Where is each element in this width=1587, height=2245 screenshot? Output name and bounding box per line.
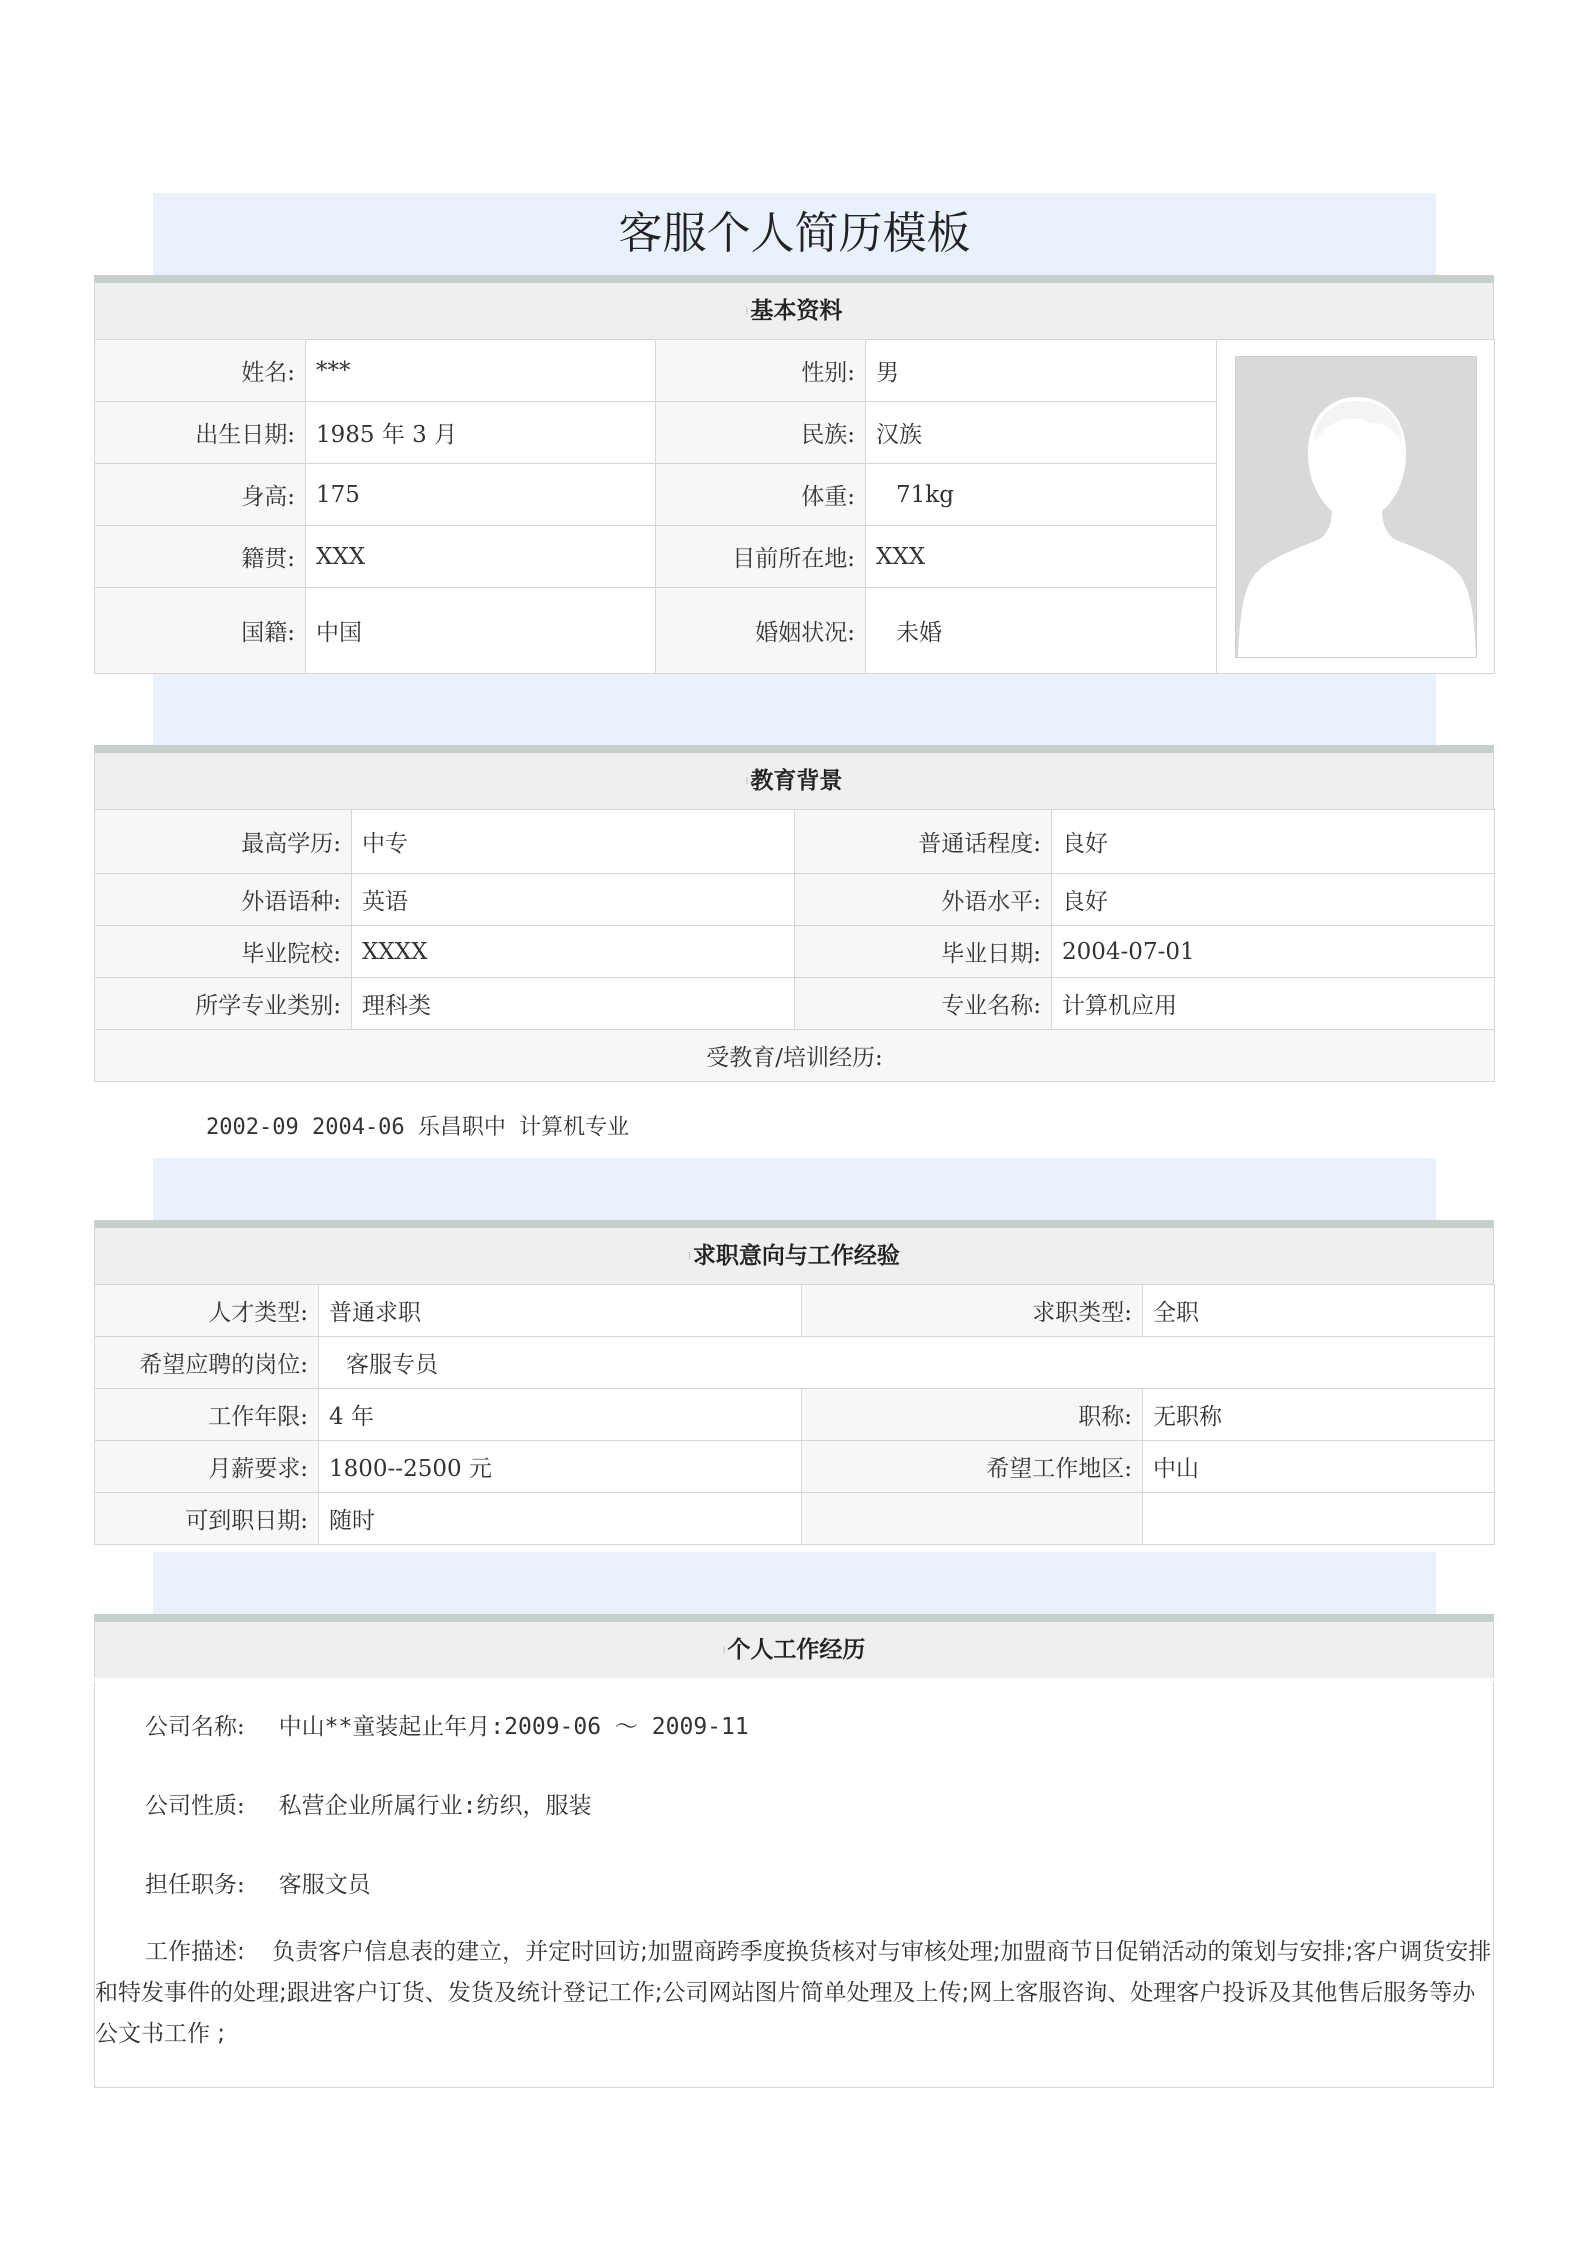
section-work	[94, 1614, 1494, 1678]
training-text: 2002-09 2004-06 乐昌职中 计算机专业	[206, 1115, 630, 1140]
field-value: 良好	[1052, 874, 1495, 926]
field-label: 可到职日期:	[95, 1493, 319, 1545]
field-value: 中山	[1143, 1441, 1495, 1493]
section-job	[94, 1220, 1494, 1545]
field-label: 婚姻状况:	[656, 588, 866, 674]
field-label: 目前所在地:	[656, 526, 866, 588]
table-row	[95, 810, 1495, 874]
field-value: 71kg	[866, 464, 1217, 526]
field-label: 国籍:	[95, 588, 306, 674]
field-value: XXX	[306, 526, 656, 588]
person-silhouette-icon	[1236, 357, 1477, 658]
company-line	[145, 1708, 749, 1741]
description-label: 工作描述:	[145, 1939, 245, 1965]
field-label: 外语水平:	[795, 874, 1052, 926]
role-value: 客服文员	[278, 1872, 371, 1898]
blue-band-3	[153, 1552, 1436, 1614]
nature-label: 公司性质:	[145, 1793, 245, 1819]
field-value: 客服专员	[319, 1337, 1495, 1389]
field-label: 普通话程度:	[795, 810, 1052, 874]
table-row	[95, 926, 1495, 978]
basic-table	[94, 339, 1495, 674]
nature-line	[145, 1787, 591, 1820]
education-table	[94, 809, 1495, 1082]
nature-value: 私营企业所属行业:纺织，服装	[278, 1793, 592, 1819]
field-label: 姓名:	[95, 340, 306, 402]
section-basic	[94, 275, 1494, 674]
field-label: 毕业院校:	[95, 926, 352, 978]
field-label: 体重:	[656, 464, 866, 526]
avatar	[1235, 356, 1477, 658]
field-value: 中专	[352, 810, 795, 874]
section-heading	[94, 1220, 1494, 1284]
table-row	[95, 978, 1495, 1030]
field-value: 计算机应用	[1052, 978, 1495, 1030]
job-table	[94, 1284, 1495, 1545]
description-paragraph	[95, 1932, 1495, 2055]
field-label: 工作年限:	[95, 1389, 319, 1441]
field-value: XXXX	[352, 926, 795, 978]
field-label: 性别:	[656, 340, 866, 402]
photo-cell	[1217, 340, 1495, 674]
section-heading-text: 求职意向与工作经验	[692, 1242, 900, 1269]
table-row	[95, 1030, 1495, 1082]
section-heading-text: 个人工作经历	[727, 1636, 866, 1663]
field-value: 2004-07-01	[1052, 926, 1495, 978]
section-marker-icon: ⁞	[745, 776, 749, 787]
table-row	[95, 874, 1495, 926]
work-history-box	[94, 1682, 1494, 2088]
field-value: 175	[306, 464, 656, 526]
field-value: 无职称	[1143, 1389, 1495, 1441]
field-value: 全职	[1143, 1285, 1495, 1337]
field-label: 民族:	[656, 402, 866, 464]
role-label: 担任职务:	[145, 1872, 245, 1898]
field-label: 毕业日期:	[795, 926, 1052, 978]
blue-band-2	[153, 1158, 1436, 1220]
role-line	[145, 1866, 371, 1899]
field-value: ***	[306, 340, 656, 402]
field-value: 随时	[319, 1493, 802, 1545]
field-label: 专业名称:	[795, 978, 1052, 1030]
field-value: 中国	[306, 588, 656, 674]
section-marker-icon: ⁞	[722, 1645, 726, 1656]
company-label: 公司名称:	[145, 1714, 245, 1740]
field-value: 理科类	[352, 978, 795, 1030]
page-title: 客服个人简历模板	[618, 208, 971, 259]
section-marker-icon: ⁞	[688, 1251, 691, 1262]
table-row	[95, 340, 1495, 402]
field-label: 所学专业类别:	[95, 978, 352, 1030]
field-value: 良好	[1052, 810, 1495, 874]
field-value: 英语	[352, 874, 795, 926]
section-heading	[94, 275, 1494, 339]
field-label: 希望应聘的岗位:	[95, 1337, 319, 1389]
field-value: 1800--2500 元	[319, 1441, 802, 1493]
field-value: XXX	[866, 526, 1217, 588]
field-label: 人才类型:	[95, 1285, 319, 1337]
field-label: 外语语种:	[95, 874, 352, 926]
section-heading-text: 教育背景	[750, 767, 843, 794]
field-label: 最高学历:	[95, 810, 352, 874]
table-row	[95, 1493, 1495, 1545]
description-value: 负责客户信息表的建立，并定时回访;加盟商跨季度换货核对与审核处理;加盟商节日促销活动的策划与安排;客户调货安排和特发事件的处理;跟进客户订货、发货及统计登记工作;公司网站图片简单处理及上传;网上客服咨询、处理客户投诉及其他售后服务等办公文书工作 ;	[95, 1939, 1492, 2047]
field-label: 求职类型:	[802, 1285, 1143, 1337]
section-heading	[94, 745, 1494, 809]
company-value: 中山**童装起止年月:2009-06 ～ 2009-11	[278, 1714, 749, 1740]
field-label: 希望工作地区:	[802, 1441, 1143, 1493]
table-row	[95, 1389, 1495, 1441]
section-marker-icon: ⁞	[745, 306, 749, 317]
field-value: 1985 年 3 月	[306, 402, 656, 464]
section-heading-text: 基本资料	[750, 297, 843, 324]
training-label: 受教育/培训经历:	[95, 1030, 1495, 1082]
field-value: 男	[866, 340, 1217, 402]
section-heading	[94, 1614, 1494, 1678]
field-value: 汉族	[866, 402, 1217, 464]
field-label: 身高:	[95, 464, 306, 526]
table-row	[95, 1285, 1495, 1337]
field-label: 月薪要求:	[95, 1441, 319, 1493]
field-value: 未婚	[866, 588, 1217, 674]
table-row	[95, 1441, 1495, 1493]
section-education	[94, 745, 1494, 1082]
field-value: 4 年	[319, 1389, 802, 1441]
field-label: 职称:	[802, 1389, 1143, 1441]
field-label: 出生日期:	[95, 402, 306, 464]
field-value	[1143, 1493, 1495, 1545]
table-row	[95, 1337, 1495, 1389]
field-value: 普通求职	[319, 1285, 802, 1337]
field-label: 籍贯:	[95, 526, 306, 588]
field-label	[802, 1493, 1143, 1545]
